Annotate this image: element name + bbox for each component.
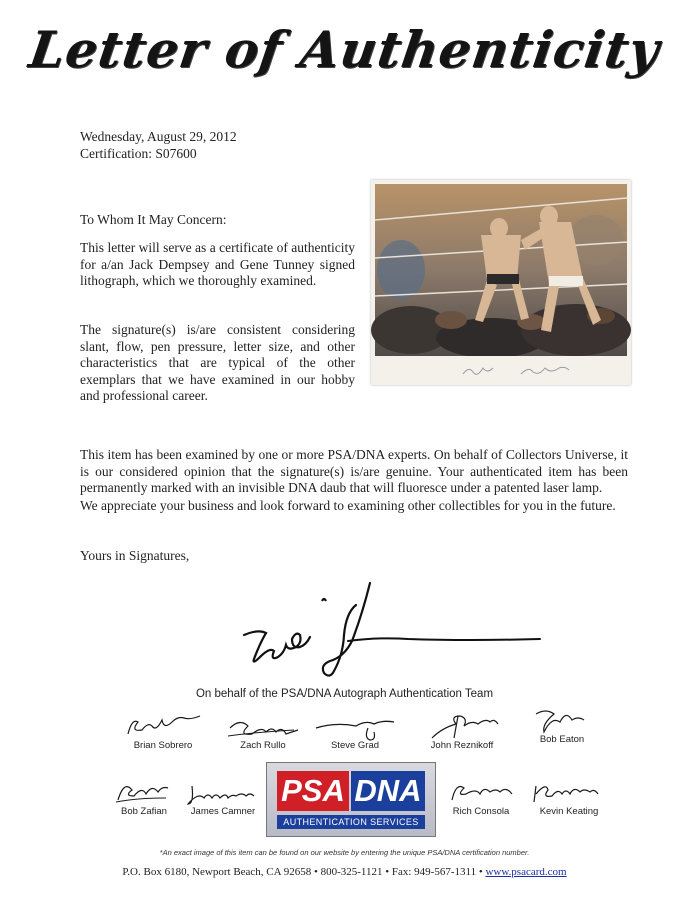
signature-scribble (524, 706, 600, 736)
website-link[interactable]: www.psacard.com (485, 866, 567, 878)
team-line: On behalf of the PSA/DNA Autograph Authentication Team (195, 688, 494, 700)
footer-address (0, 866, 689, 878)
letter-title: Letter of Authenticity (25, 20, 664, 79)
signatory-name: Bob Zafian (121, 806, 167, 817)
signatory-name: John Reznikoff (430, 740, 494, 751)
signature-scribble (528, 778, 610, 808)
signature-scribble (414, 712, 510, 742)
salutation: To Whom It May Concern: (80, 212, 227, 227)
signatory-zach-rullo (218, 712, 308, 751)
boxing-lithograph-image (371, 180, 631, 385)
signatory-name: Kevin Keating (539, 806, 599, 817)
signatory-name: Bob Eaton (539, 734, 585, 745)
signatory-brian-sobrero (118, 712, 208, 751)
signatory-james-camner (180, 778, 266, 817)
signatory-bob-eaton (522, 706, 602, 745)
signatory-steve-grad (310, 712, 400, 751)
address-text: P.O. Box 6180, Newport Beach, CA 92658 • 800-325-1121 • Fax: 949-567-1311 • (122, 866, 486, 878)
paragraph-certificate: This letter will serve as a certificate of authenticity for a/an Jack Dempsey and Gene Tunney signed lithograph, which we thoroughly examined. (80, 240, 355, 288)
signatory-name: Brian Sobrero (133, 740, 193, 751)
logo-authentication-services: AUTHENTICATION SERVICES (277, 815, 425, 829)
signature-scribble (440, 778, 522, 808)
signature-scribble (182, 778, 264, 808)
signatory-name: Steve Grad (330, 740, 380, 751)
paragraph-consistency: The signature(s) is/are consistent considering slant, flow, pen pressure, letter size, and other characteristics that are typical of the other exemplars that we have examined in our hobby and professional career. (80, 322, 355, 403)
certification-number: Certification: S07600 (80, 146, 197, 161)
footnote: *An exact image of this item can be found on our website by entering the unique PSA/DNA certification number. (159, 848, 530, 857)
main-signature (230, 575, 550, 690)
signature-scribble (312, 712, 398, 742)
psa-dna-logo (266, 762, 436, 837)
logo-dna-word: DNA (351, 771, 425, 811)
signatory-kevin-keating (526, 778, 612, 817)
signatory-rich-consola (438, 778, 524, 817)
signatory-name: Rich Consola (452, 806, 510, 817)
logo-psa-word: PSA (277, 771, 349, 811)
signature-scribble (106, 778, 182, 808)
closing: Yours in Signatures, (80, 548, 190, 563)
signatory-name: James Camner (190, 806, 256, 817)
signatory-bob-zafian (104, 778, 184, 817)
signature-scribble (120, 712, 206, 742)
signature-scribble (220, 712, 306, 742)
paragraph-examination: This item has been examined by one or more PSA/DNA experts. On behalf of Collectors Universe, it is our considered opinion that the signature(s) is/are genuine. Your authenticated item has been permanently marked with an invisible DNA daub that will fluoresce under a patented laser lamp. (80, 447, 628, 495)
signatory-john-reznikoff (412, 712, 512, 751)
letter-date: Wednesday, August 29, 2012 (80, 129, 237, 144)
paragraph-appreciation: We appreciate your business and look forward to examining other collectibles for you in the future. (80, 498, 616, 513)
signatory-name: Zach Rullo (240, 740, 286, 751)
